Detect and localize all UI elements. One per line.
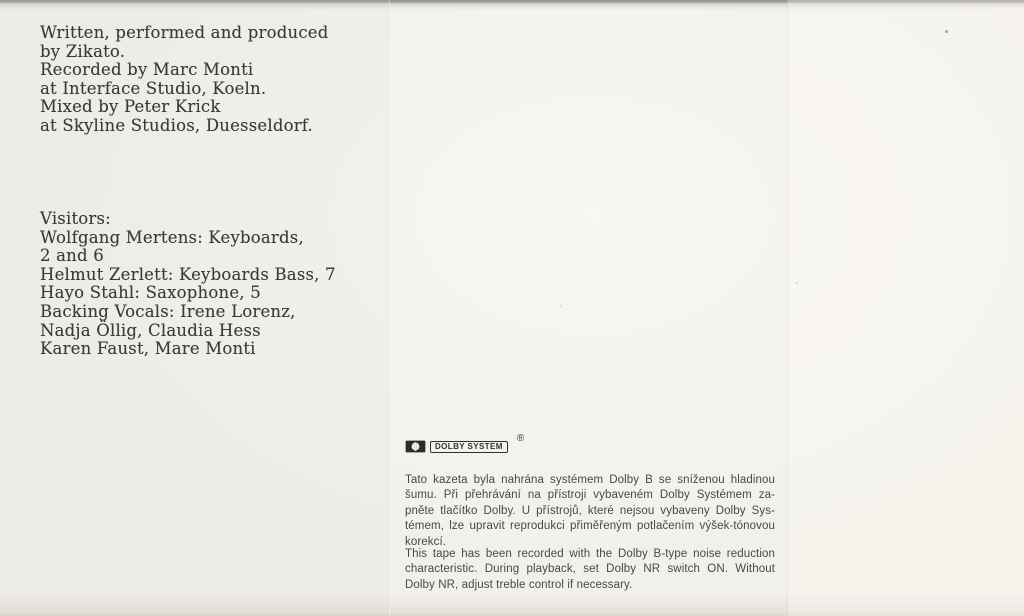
credit-line: Mixed by Peter Krick: [40, 97, 221, 117]
notice-line: This tape has been recorded with the Dolby B-type noise reduction: [405, 548, 775, 560]
visitor-line: Nadja Öllig, Claudia Hess: [40, 320, 261, 340]
notice-line: šumu. Při přehrávání na přístroji vybaveném Dolby Systémem za-: [405, 489, 775, 502]
notice-line: characteristic. During playback, set Dolby NR switch ON. Without: [405, 563, 775, 576]
notice-line: pněte tlačítko Dolby. U přístrojů, které nejsou vybaveny Dolby Sys-: [405, 504, 775, 517]
visitor-line: Karen Faust, Mare Monti: [40, 339, 256, 359]
fold-crease-right: [787, 0, 789, 616]
dolby-double-d-icon: [405, 440, 426, 453]
visitors-heading: Visitors:: [40, 209, 111, 228]
paper-speck: [796, 282, 798, 284]
credit-line: by Zikato.: [40, 41, 126, 61]
notice-line: témem, lze upravit reprodukci přiměřeným potlačením výšek-tónovou: [405, 520, 775, 533]
visitors-credits: [40, 210, 336, 359]
fold-crease-left: [388, 0, 390, 616]
visitor-line: 2 and 6: [40, 246, 104, 266]
right-panel-tint: [789, 0, 1024, 616]
production-credits: [40, 24, 329, 136]
visitor-line: Backing Vocals: Irene Lorenz,: [40, 301, 296, 321]
credit-line: Recorded by Marc Monti: [40, 60, 254, 80]
credit-line: Written, performed and produced: [40, 23, 329, 42]
credit-line: at Interface Studio, Koeln.: [40, 78, 267, 98]
notice-line: Tato kazeta byla nahrána systémem Dolby B se sníženou hladinou: [405, 474, 775, 486]
visitor-line: Hayo Stahl: Saxophone, 5: [40, 283, 261, 303]
visitor-line: Wolfgang Mertens: Keyboards,: [40, 227, 304, 247]
visitor-line: Helmut Zerlett: Keyboards Bass, 7: [40, 264, 336, 284]
credit-line: at Skyline Studios, Duesseldorf.: [40, 115, 313, 135]
notice-line: korekcí.: [405, 535, 447, 548]
registered-trademark-symbol: ®: [516, 433, 525, 444]
dolby-notice-english: [405, 547, 775, 593]
paper-speck: [945, 30, 948, 33]
dolby-notice-czech: [405, 473, 775, 550]
notice-line: Dolby NR, adjust treble control if necessary.: [405, 578, 633, 591]
dolby-logo: [405, 433, 525, 457]
dolby-system-label: DOLBY SYSTEM: [430, 441, 508, 453]
paper-speck: [560, 305, 562, 307]
